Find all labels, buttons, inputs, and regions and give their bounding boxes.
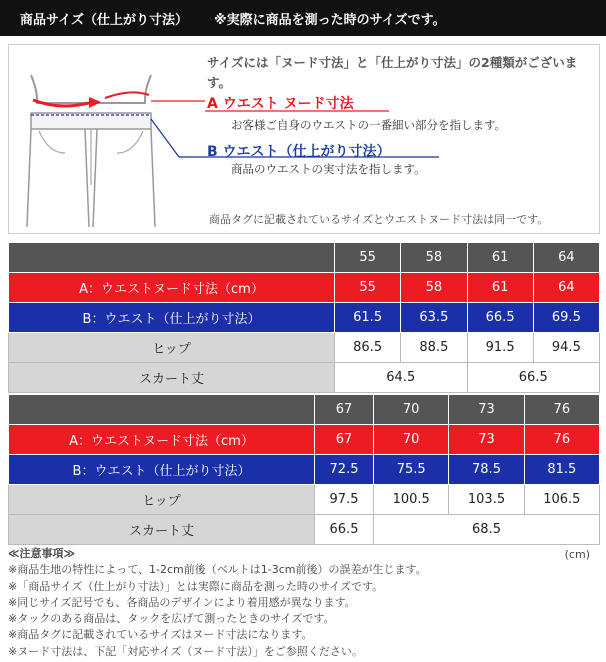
unit-label: (cm) — [564, 548, 590, 561]
size-table-2 — [8, 394, 600, 545]
table-cell: 91.5 — [467, 333, 533, 363]
table-cell: 97.5 — [315, 485, 374, 515]
table-cell: 58 — [401, 273, 467, 303]
size-header-cell: 67 — [315, 395, 374, 425]
table-cell: 78.5 — [449, 455, 524, 485]
table-cell: 69.5 — [533, 303, 599, 333]
size-header-cell: 64 — [533, 243, 599, 273]
table-cell: 72.5 — [315, 455, 374, 485]
header-empty-cell — [9, 395, 315, 425]
row-label: ヒップ — [9, 333, 335, 363]
note-line: ※商品タグに記載されているサイズはヌード寸法になります。 — [8, 628, 313, 642]
intro-text: サイズには「ヌード寸法」と「仕上がり寸法」の2種類がございます。 — [207, 55, 578, 90]
row-label: B：ウエスト（仕上がり寸法） — [9, 455, 315, 485]
row-label: スカート丈 — [9, 363, 335, 393]
note-line: ※タックのある商品は、タックを広げて測ったときのサイズです。 — [8, 612, 335, 626]
page-header — [0, 0, 606, 36]
size-table-1 — [8, 242, 600, 393]
header-empty-cell — [9, 243, 335, 273]
table-cell: 75.5 — [374, 455, 449, 485]
table-cell: 64 — [533, 273, 599, 303]
waist-finished-description: 商品のウエストの実寸法を指します。 — [231, 162, 426, 176]
note-line: ※同じサイズ記号でも、各商品のデザインにより着用感が異なります。 — [8, 595, 356, 609]
table-cell: 88.5 — [401, 333, 467, 363]
size-header-cell: 58 — [401, 243, 467, 273]
table-cell: 103.5 — [449, 485, 524, 515]
note-line: ※「商品サイズ（仕上がり寸法）」とは実際に商品を測った時のサイズです。 — [8, 579, 384, 593]
table-cell: 86.5 — [335, 333, 401, 363]
waist-nude-description: お客様ご自身のウエストの一番細い部分を指します。 — [231, 118, 507, 132]
table-cell: 70 — [374, 425, 449, 455]
table-cell: 106.5 — [524, 485, 599, 515]
table-cell: 66.5 — [467, 303, 533, 333]
size-illustration — [8, 44, 600, 234]
waist-finished-label: B ウエスト（仕上がり寸法） — [207, 144, 391, 160]
arrow-a-icon — [89, 97, 101, 108]
table-cell: 67 — [315, 425, 374, 455]
row-label: ヒップ — [9, 485, 315, 515]
size-header-cell: 76 — [524, 395, 599, 425]
header-subtitle: ※実際に商品を測った時のサイズです。 — [213, 12, 446, 28]
note-line: ※商品生地の特性によって、1-2cm前後（ベルトは1-3cm前後）の誤差が生じます。 — [8, 563, 427, 577]
table-cell: 81.5 — [524, 455, 599, 485]
size-header-cell: 73 — [449, 395, 524, 425]
table-cell: 66.5 — [315, 515, 374, 545]
table-cell: 61.5 — [335, 303, 401, 333]
table-cell: 61 — [467, 273, 533, 303]
notes-section — [8, 546, 600, 660]
table-cell: 76 — [524, 425, 599, 455]
notes-title: ≪注意事項≫ — [8, 547, 76, 560]
table-cell: 63.5 — [401, 303, 467, 333]
table-cell: 100.5 — [374, 485, 449, 515]
note-line: ※ヌード寸法は、下記「対応サイズ（ヌード寸法）」をご参照ください。 — [8, 644, 363, 658]
size-header-cell: 70 — [374, 395, 449, 425]
table-cell: 94.5 — [533, 333, 599, 363]
header-title: 商品サイズ（仕上がり寸法） — [20, 12, 188, 28]
row-label: スカート丈 — [9, 515, 315, 545]
table-cell: 68.5 — [374, 515, 600, 545]
table-cell: 64.5 — [335, 363, 468, 393]
row-label: A：ウエストヌード寸法（cm） — [9, 273, 335, 303]
row-label: A：ウエストヌード寸法（cm） — [9, 425, 315, 455]
row-label: B：ウエスト（仕上がり寸法） — [9, 303, 335, 333]
size-header-cell: 55 — [335, 243, 401, 273]
waist-nude-label: A ウエスト ヌード寸法 — [207, 96, 354, 112]
table-cell: 73 — [449, 425, 524, 455]
table-cell: 55 — [335, 273, 401, 303]
table-cell: 66.5 — [467, 363, 600, 393]
tag-note: 商品タグに記載されているサイズとウエストヌード寸法は同一です。 — [209, 213, 549, 226]
size-header-cell: 61 — [467, 243, 533, 273]
